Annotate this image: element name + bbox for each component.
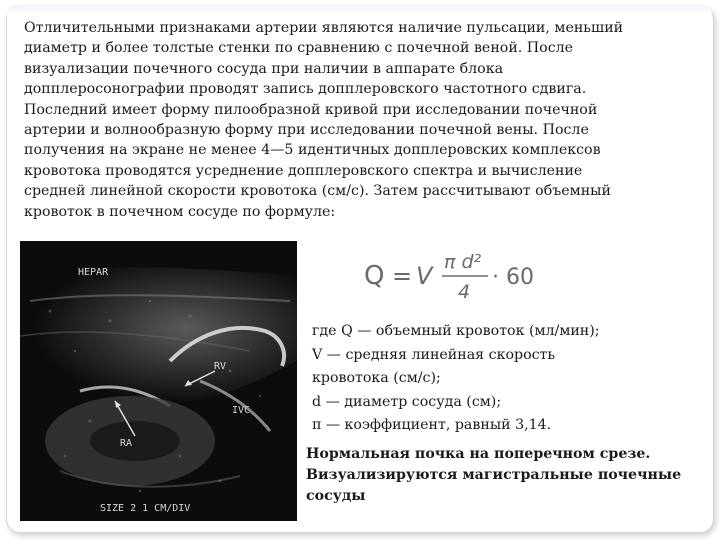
- image-caption: Нормальная почка на поперечном срезе. Визуализируются магистральные почечные сосуды: [306, 446, 682, 504]
- label-hepar: HEPAR: [78, 267, 109, 278]
- formula-equals: =: [392, 262, 413, 290]
- label-rv: RV: [214, 361, 227, 372]
- legend-item-v: V — средняя линейная скорость: [312, 346, 556, 363]
- formula-multiplier: · 60: [492, 265, 534, 290]
- formula-legend: [312, 320, 692, 438]
- formula-q: Q: [364, 261, 385, 291]
- label-ra: RA: [120, 438, 133, 449]
- legend-item-pi: π — коэффициент, равный 3,14.: [312, 417, 552, 433]
- ultrasound-scan: [20, 241, 297, 521]
- label-ivc: IVC: [232, 405, 251, 416]
- ultrasound-image: [20, 241, 297, 521]
- label-size: SIZE 2 1 CM/DIV: [100, 503, 191, 514]
- slide-top-accent: [6, 5, 712, 15]
- body-paragraph: Отличительными признаками артерии являются наличие пульсации, меньший диаметр и более толстые стенки по сравнению с почечной веной. После визуализации почечного сосуда при наличии в аппарате блока допплеросонографии проводят запись допплеровского частотного сдвига. Последний имеет форму пилообразной кривой при исследовании почечной артерии и волнообразную форму при исследовании почечной вены. После получения на экране не менее 4—5 идентичных допплеровских комплексов кровотока проводятся усреднение допплеровского спектра и вычисление средней линейной скорости кровотока (см/с). Затем рассчитывают объемный кровоток в почечном сосуде по формуле:: [24, 20, 624, 220]
- formula-denominator: 4: [458, 281, 471, 303]
- legend-item-q: где Q — объемный кровоток (мл/мин);: [312, 323, 600, 339]
- flow-formula: [358, 244, 538, 306]
- legend-item-d: d — диаметр сосуда (см);: [312, 393, 502, 410]
- formula-v: V: [416, 262, 433, 290]
- formula-numerator: π d²: [444, 251, 482, 273]
- legend-item-v-units: кровотока (см/с);: [312, 370, 441, 386]
